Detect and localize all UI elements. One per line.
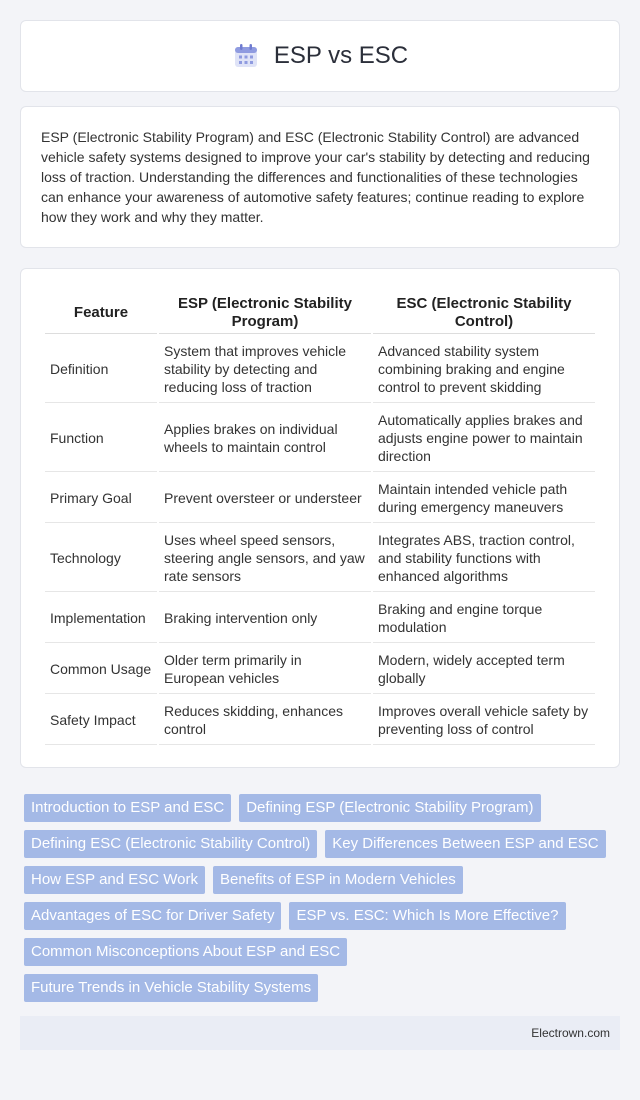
- table-row: [45, 336, 595, 403]
- table-row: [45, 645, 595, 694]
- comparison-table-card: [20, 268, 620, 768]
- esc-cell: Maintain intended vehicle path during emergency maneuvers: [373, 474, 595, 523]
- link-misconceptions[interactable]: Common Misconceptions About ESP and ESC: [24, 938, 347, 966]
- footer-brand: Electrown.com: [531, 1026, 610, 1040]
- link-defining-esp[interactable]: Defining ESP (Electronic Stability Program): [239, 794, 540, 822]
- feature-cell: Implementation: [45, 594, 157, 643]
- feature-cell: Function: [45, 405, 157, 472]
- feature-cell: Common Usage: [45, 645, 157, 694]
- table-row: [45, 525, 595, 592]
- esc-cell: Integrates ABS, traction control, and stability functions with enhanced algorithms: [373, 525, 595, 592]
- feature-cell: Technology: [45, 525, 157, 592]
- esc-cell: Advanced stability system combining braking and engine control to prevent skidding: [373, 336, 595, 403]
- esc-cell: Modern, widely accepted term globally: [373, 645, 595, 694]
- link-key-differences[interactable]: Key Differences Between ESP and ESC: [325, 830, 605, 858]
- esc-cell: Improves overall vehicle safety by preventing loss of control: [373, 696, 595, 745]
- feature-cell: Definition: [45, 336, 157, 403]
- table-row: [45, 696, 595, 745]
- esc-cell: Automatically applies brakes and adjusts engine power to maintain direction: [373, 405, 595, 472]
- esp-cell: Reduces skidding, enhances control: [159, 696, 371, 745]
- feature-cell: Safety Impact: [45, 696, 157, 745]
- page-footer: [20, 1016, 620, 1050]
- esp-cell: Braking intervention only: [159, 594, 371, 643]
- link-introduction[interactable]: Introduction to ESP and ESC: [24, 794, 231, 822]
- column-header-feature: Feature: [45, 291, 157, 334]
- intro-section: [20, 106, 620, 248]
- link-future-trends[interactable]: Future Trends in Vehicle Stability Systems: [24, 974, 318, 1002]
- link-how-they-work[interactable]: How ESP and ESC Work: [24, 866, 205, 894]
- esc-cell: Braking and engine torque modulation: [373, 594, 595, 643]
- link-advantages-esc[interactable]: Advantages of ESC for Driver Safety: [24, 902, 281, 930]
- esp-cell: Uses wheel speed sensors, steering angle sensors, and yaw rate sensors: [159, 525, 371, 592]
- table-row: [45, 594, 595, 643]
- page-header: [20, 20, 620, 92]
- comparison-table: [43, 289, 597, 747]
- calendar-grid-icon: [232, 42, 260, 70]
- column-header-esc: ESC (Electronic Stability Control): [373, 291, 595, 334]
- link-benefits-esp[interactable]: Benefits of ESP in Modern Vehicles: [213, 866, 463, 894]
- table-header-row: [45, 291, 595, 334]
- feature-cell: Primary Goal: [45, 474, 157, 523]
- esp-cell: Applies brakes on individual wheels to maintain control: [159, 405, 371, 472]
- related-links: [20, 794, 620, 1002]
- column-header-esp: ESP (Electronic Stability Program): [159, 291, 371, 334]
- esp-cell: System that improves vehicle stability by detecting and reducing loss of traction: [159, 336, 371, 403]
- table-row: [45, 474, 595, 523]
- esp-cell: Prevent oversteer or understeer: [159, 474, 371, 523]
- table-row: [45, 405, 595, 472]
- esp-cell: Older term primarily in European vehicles: [159, 645, 371, 694]
- link-defining-esc[interactable]: Defining ESC (Electronic Stability Control): [24, 830, 317, 858]
- page-title: ESP vs ESC: [273, 42, 409, 69]
- link-which-more-effective[interactable]: ESP vs. ESC: Which Is More Effective?: [289, 902, 565, 930]
- intro-text: ESP (Electronic Stability Program) and ESC (Electronic Stability Control) are advanced vehicle safety systems designed to improve your car's stability by detecting and reducing loss of traction. Understanding the differences and functionalities of these technologies can enhance your awareness of automotive safety features; continue reading to explore how they work and why they matter.: [41, 129, 590, 225]
